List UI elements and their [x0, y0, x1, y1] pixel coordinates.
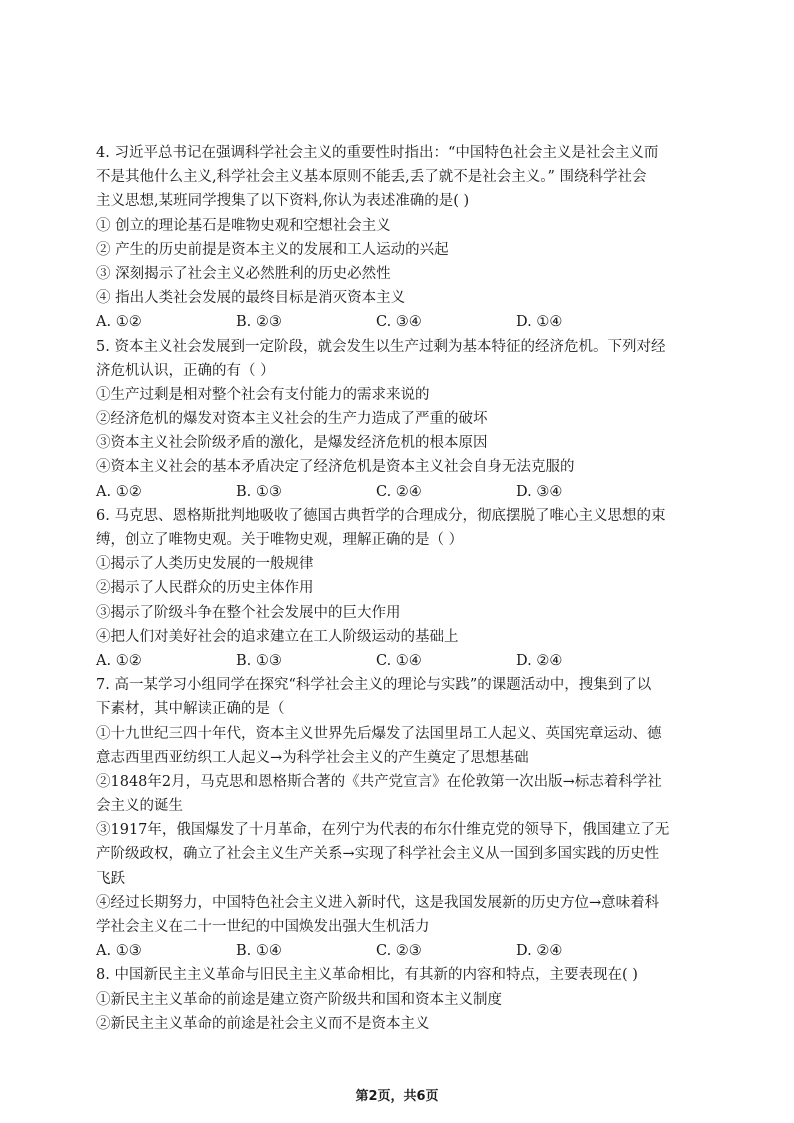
question-7-options — [96, 939, 708, 963]
question-4-statement: ① 创立的理论基石是唯物史观和空想社会主义 — [96, 217, 391, 234]
page-number: 第2页，共6页 — [355, 1089, 439, 1104]
option-b: B. ①③ — [236, 483, 282, 500]
question-6 — [96, 504, 708, 673]
question-4-statement: ④ 指出人类社会发展的最终目标是消灭资本主义 — [96, 290, 406, 307]
question-8 — [96, 963, 708, 1036]
question-5-statement: ④资本主义社会的基本矛盾决定了经济危机是资本主义社会自身无法克服的 — [96, 459, 575, 476]
option-d: D. ②④ — [516, 943, 563, 960]
question-7-statement: 意志西里西亚纺织工人起义→为科学社会主义的产生奠定了思想基础 — [96, 749, 529, 766]
question-4-statement: ② 产生的历史前提是资本主义的发展和工人运动的兴起 — [96, 241, 449, 258]
question-4-stem-line: 4. 习近平总书记在强调科学社会主义的重要性时指出：“中国特色社会主义是社会主义而 — [96, 145, 659, 161]
question-7-statement: ①十九世纪三四十年代，资本主义世界先后爆发了法国里昂工人起义、英国宪章运动、德 — [96, 725, 662, 742]
option-a: A. ①③ — [96, 943, 142, 960]
option-a: A. ①② — [96, 483, 142, 500]
question-8-statement: ①新民主主义革命的前途是建立资产阶级共和国和资本主义制度 — [96, 991, 502, 1008]
option-b: B. ②③ — [236, 314, 282, 331]
question-7-statement: ④经过长期努力，中国特色社会主义进入新时代，这是我国发展新的历史方位→意味着科 — [96, 894, 660, 911]
option-c: C. ②③ — [376, 943, 422, 960]
question-7-statement: ②1848年2月，马克思和恩格斯合著的《共产党宣言》在伦敦第一次出版→标志着科学社 — [96, 773, 662, 790]
question-6-statement: ④把人们对美好社会的追求建立在工人阶级运动的基础上 — [96, 628, 459, 645]
question-5-statement: ①生产过剩是相对整个社会有支付能力的需求来说的 — [96, 386, 430, 403]
question-4-statement: ③ 深刻揭示了社会主义必然胜利的历史必然性 — [96, 265, 391, 282]
option-d: D. ①④ — [516, 314, 563, 331]
question-4-options — [96, 310, 708, 334]
question-6-statement: ①揭示了人类历史发展的一般规律 — [96, 556, 314, 573]
option-b: B. ①③ — [236, 652, 282, 669]
question-4-stem-line: 主义思想,某班同学搜集了以下资料,你认为表述准确的是( ) — [96, 193, 470, 210]
question-5 — [96, 335, 708, 504]
question-5-options — [96, 480, 708, 504]
question-7-stem-line: 7. 高一某学习小组同学在探究“科学社会主义的理论与实践”的课题活动中，搜集到了以 — [96, 677, 652, 694]
option-c: C. ③④ — [376, 314, 422, 331]
option-d: D. ②④ — [516, 652, 563, 669]
question-6-stem-line: 6. 马克思、恩格斯批判地吸收了德国古典哲学的合理成分，彻底摆脱了唯心主义思想的束 — [96, 507, 666, 524]
question-7-statement: 会主义的诞生 — [96, 798, 183, 815]
question-5-stem-line: 5. 资本主义社会发展到一定阶段，就会发生以生产过剩为基本特征的经济危机。下列对经 — [96, 338, 666, 355]
question-6-statement: ③揭示了阶级斗争在整个社会发展中的巨大作用 — [96, 604, 401, 621]
option-d: D. ③④ — [516, 483, 563, 500]
question-8-statement: ②新民主主义革命的前途是社会主义而不是资本主义 — [96, 1015, 430, 1032]
question-5-stem-line: 济危机认识，正确的有（ ） — [96, 362, 275, 379]
question-6-statement: ②揭示了人民群众的历史主体作用 — [96, 580, 314, 597]
option-a: A. ①② — [96, 314, 142, 331]
question-7 — [96, 673, 708, 963]
question-7-statement: 学社会主义在二十一世纪的中国焕发出强大生机活力 — [96, 919, 430, 935]
question-5-statement: ②经济危机的爆发对资本主义社会的生产力造成了严重的破坏 — [96, 411, 488, 428]
question-5-statement: ③资本主义社会阶级矛盾的激化，是爆发经济危机的根本原因 — [96, 435, 488, 452]
question-7-stem-line: 下素材，其中解读正确的是（ — [96, 701, 285, 718]
question-content — [96, 141, 708, 1036]
question-7-statement: ③1917年，俄国爆发了十月革命，在列宁为代表的布尔什维克党的领导下，俄国建立了无 — [96, 822, 670, 839]
question-4 — [96, 141, 708, 335]
option-c: C. ②④ — [376, 483, 422, 500]
question-6-stem-line: 缚，创立了唯物史观。关于唯物史观，理解正确的是（ ） — [96, 532, 464, 548]
option-a: A. ①② — [96, 652, 142, 669]
question-8-stem-line: 8. 中国新民主主义革命与旧民主主义革命相比，有其新的内容和特点，主要表现在( ) — [96, 967, 638, 984]
option-b: B. ①④ — [236, 943, 282, 960]
question-4-stem-line: 不是其他什么主义,科学社会主义基本原则不能丢,丢了就不是社会主义。” 围绕科学社会 — [96, 169, 647, 186]
option-c: C. ①④ — [376, 652, 422, 669]
question-6-options — [96, 649, 708, 673]
question-7-statement: 飞跃 — [96, 870, 125, 887]
question-7-statement: 产阶级政权，确立了社会主义生产关系→实现了科学社会主义从一国到多国实践的历史性 — [96, 846, 660, 863]
